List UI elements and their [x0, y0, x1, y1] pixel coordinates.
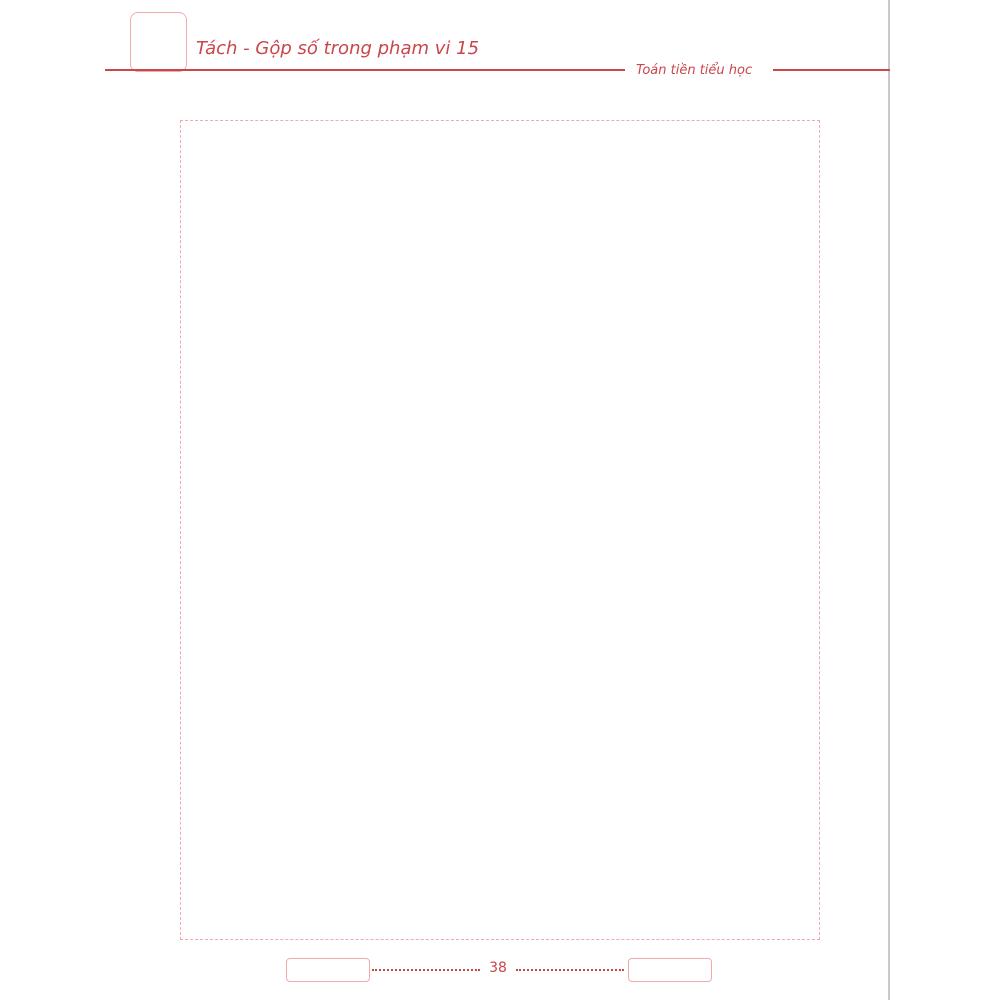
page-title: Tách - Gộp số trong phạm vi 15 [196, 38, 480, 59]
footer-decoration-left [286, 958, 370, 982]
footer-dotted-line-left [372, 969, 480, 971]
page-number: 38 [489, 960, 507, 976]
footer-dotted-line-right [516, 969, 624, 971]
koala-logo-icon [130, 12, 187, 72]
header-rule-right [773, 69, 890, 71]
page-edge [888, 0, 890, 1000]
header-rule-left [105, 69, 625, 71]
page-subtitle: Toán tiền tiểu học [636, 63, 753, 78]
footer-decoration-right [628, 958, 712, 982]
page-footer [0, 950, 1000, 995]
page-header [0, 0, 1000, 90]
exercise-grid [180, 120, 820, 940]
